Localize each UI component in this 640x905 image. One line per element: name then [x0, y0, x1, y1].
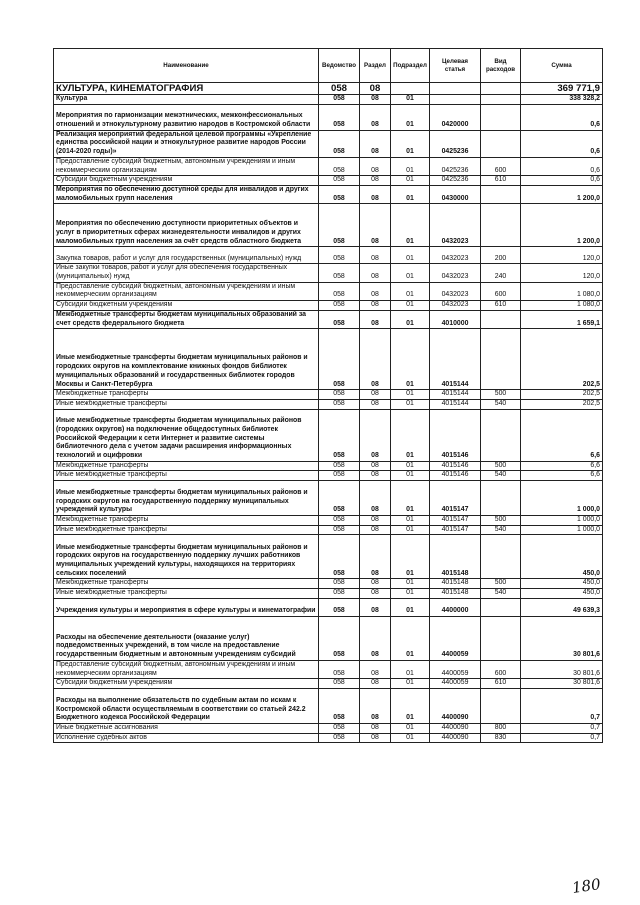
- table-row: [54, 471, 603, 481]
- row-name: Иные межбюджетные трансферты: [54, 589, 319, 599]
- row-razdel: 08: [360, 176, 391, 186]
- row-vedomstvo: 058: [319, 95, 360, 105]
- row-podrazdel: 01: [391, 95, 430, 105]
- row-vedomstvo: 058: [319, 157, 360, 175]
- row-celevaya-statya: 4015144: [430, 399, 481, 409]
- row-summa: 1 000,0: [521, 516, 603, 526]
- row-summa: 49 639,3: [521, 598, 603, 616]
- row-razdel: 08: [360, 660, 391, 678]
- row-razdel: 08: [360, 282, 391, 300]
- row-vedomstvo: 058: [319, 481, 360, 516]
- row-razdel: 08: [360, 471, 391, 481]
- row-celevaya-statya: 4015147: [430, 525, 481, 535]
- row-podrazdel: 01: [391, 247, 430, 264]
- row-name: Иные бюджетные ассигнования: [54, 723, 319, 733]
- row-podrazdel: 01: [391, 535, 430, 579]
- row-name: Субсидии бюджетным учреждениям: [54, 679, 319, 689]
- table-row: [54, 95, 603, 105]
- row-podrazdel: 01: [391, 679, 430, 689]
- row-celevaya-statya: 4010000: [430, 310, 481, 328]
- row-vid-rashodov: 610: [481, 176, 521, 186]
- row-summa: 338 328,2: [521, 95, 603, 105]
- row-podrazdel: 01: [391, 409, 430, 461]
- row-name: Иные межбюджетные трансферты: [54, 471, 319, 481]
- row-summa: 6,6: [521, 409, 603, 461]
- row-vedomstvo: 058: [319, 525, 360, 535]
- row-vid-rashodov: 800: [481, 723, 521, 733]
- header-razdel: Раздел: [360, 49, 391, 83]
- row-name: Межбюджетные трансферты: [54, 579, 319, 589]
- budget-sheet: [53, 48, 602, 743]
- row-celevaya-statya: 0420000: [430, 104, 481, 130]
- row-podrazdel: 01: [391, 176, 430, 186]
- table-row: [54, 390, 603, 400]
- row-podrazdel: 01: [391, 688, 430, 723]
- table-row: [54, 130, 603, 157]
- row-vid-rashodov: [481, 535, 521, 579]
- row-name: Учреждения культуры и мероприятия в сфере культуры и кинематографии: [54, 598, 319, 616]
- row-name: Реализация мероприятий федеральной целевой программы «Укрепление единства российской нации и этнокультурное развитие народов России (2014-2020 годы)»: [54, 130, 319, 157]
- row-vid-rashodov: 600: [481, 282, 521, 300]
- row-podrazdel: 01: [391, 399, 430, 409]
- row-celevaya-statya: 0432023: [430, 301, 481, 311]
- row-podrazdel: [391, 83, 430, 95]
- row-celevaya-statya: 0425236: [430, 176, 481, 186]
- row-vid-rashodov: 240: [481, 264, 521, 282]
- row-vid-rashodov: 540: [481, 471, 521, 481]
- row-podrazdel: 01: [391, 598, 430, 616]
- row-name: КУЛЬТУРА, КИНЕМАТОГРАФИЯ: [54, 83, 319, 95]
- table-row: [54, 83, 603, 95]
- row-vedomstvo: 058: [319, 204, 360, 247]
- row-summa: 369 771,9: [521, 83, 603, 95]
- row-podrazdel: 01: [391, 282, 430, 300]
- row-celevaya-statya: [430, 83, 481, 95]
- row-vedomstvo: 058: [319, 616, 360, 660]
- row-summa: 30 801,6: [521, 660, 603, 678]
- row-vedomstvo: 058: [319, 282, 360, 300]
- row-summa: 202,5: [521, 399, 603, 409]
- row-vedomstvo: 058: [319, 471, 360, 481]
- table-row: [54, 688, 603, 723]
- row-podrazdel: 01: [391, 301, 430, 311]
- row-podrazdel: 01: [391, 481, 430, 516]
- row-vedomstvo: 058: [319, 660, 360, 678]
- row-podrazdel: 01: [391, 185, 430, 203]
- row-razdel: 08: [360, 204, 391, 247]
- row-vedomstvo: 058: [319, 185, 360, 203]
- row-celevaya-statya: 0432023: [430, 204, 481, 247]
- row-name: Субсидии бюджетным учреждениям: [54, 176, 319, 186]
- row-vedomstvo: 058: [319, 399, 360, 409]
- table-row: [54, 310, 603, 328]
- header-vid-rashodov: Вид расходов: [481, 49, 521, 83]
- row-vid-rashodov: [481, 104, 521, 130]
- row-vid-rashodov: [481, 95, 521, 105]
- row-vedomstvo: 058: [319, 733, 360, 743]
- row-name: Расходы на выполнение обязательств по судебным актам по искам к Костромской области осуществляемым в соответствии со статьей 242.2 Бюджетного кодекса Российской Федерации: [54, 688, 319, 723]
- row-podrazdel: 01: [391, 264, 430, 282]
- row-vid-rashodov: 500: [481, 516, 521, 526]
- row-celevaya-statya: 0425236: [430, 157, 481, 175]
- table-row: [54, 481, 603, 516]
- row-razdel: 08: [360, 598, 391, 616]
- row-podrazdel: 01: [391, 660, 430, 678]
- row-razdel: 08: [360, 589, 391, 599]
- row-summa: 0,7: [521, 733, 603, 743]
- budget-table: [53, 48, 603, 743]
- row-vid-rashodov: [481, 598, 521, 616]
- row-vid-rashodov: 600: [481, 660, 521, 678]
- row-celevaya-statya: 0425236: [430, 130, 481, 157]
- table-row: [54, 525, 603, 535]
- row-name: Иные межбюджетные трансферты: [54, 525, 319, 535]
- row-celevaya-statya: 4400059: [430, 616, 481, 660]
- row-vedomstvo: 058: [319, 104, 360, 130]
- row-celevaya-statya: 4400090: [430, 733, 481, 743]
- row-razdel: 08: [360, 616, 391, 660]
- table-row: [54, 282, 603, 300]
- row-summa: 1 000,0: [521, 481, 603, 516]
- row-celevaya-statya: 4400090: [430, 723, 481, 733]
- page-number: 180: [570, 875, 602, 897]
- row-name: Иные межбюджетные трансферты бюджетам муниципальных районов и городских округов на государственную поддержку лучших работников муниципальных учреждений культуры, находящихся на территориях сельских поселений: [54, 535, 319, 579]
- table-row: [54, 104, 603, 130]
- table-row: [54, 157, 603, 175]
- row-name: Закупка товаров, работ и услуг для государственных (муниципальных) нужд: [54, 247, 319, 264]
- row-summa: 450,0: [521, 579, 603, 589]
- row-celevaya-statya: 4015146: [430, 409, 481, 461]
- header-name: Наименование: [54, 49, 319, 83]
- row-name: Исполнение судебных актов: [54, 733, 319, 743]
- row-vid-rashodov: 500: [481, 579, 521, 589]
- row-summa: 1 000,0: [521, 525, 603, 535]
- row-name: Иные межбюджетные трансферты бюджетам муниципальных районов и городских округов на комплектование книжных фондов библиотек муниципальных образований и государственных библиотек городов Москвы и Санкт-Петербурга: [54, 329, 319, 390]
- header-podrazdel: Подраздел: [391, 49, 430, 83]
- row-podrazdel: 01: [391, 130, 430, 157]
- row-podrazdel: 01: [391, 471, 430, 481]
- row-celevaya-statya: 4015147: [430, 516, 481, 526]
- table-row: [54, 598, 603, 616]
- row-razdel: 08: [360, 301, 391, 311]
- row-vid-rashodov: 500: [481, 390, 521, 400]
- row-vid-rashodov: [481, 481, 521, 516]
- row-vid-rashodov: 610: [481, 301, 521, 311]
- row-razdel: 08: [360, 579, 391, 589]
- row-celevaya-statya: 4400059: [430, 660, 481, 678]
- row-razdel: 08: [360, 516, 391, 526]
- table-row: [54, 579, 603, 589]
- row-razdel: 08: [360, 390, 391, 400]
- table-row: [54, 409, 603, 461]
- row-podrazdel: 01: [391, 461, 430, 471]
- row-vid-rashodov: 540: [481, 399, 521, 409]
- row-celevaya-statya: 0432023: [430, 282, 481, 300]
- row-vedomstvo: 058: [319, 589, 360, 599]
- row-summa: 0,6: [521, 130, 603, 157]
- row-celevaya-statya: 0432023: [430, 264, 481, 282]
- row-name: Иные закупки товаров, работ и услуг для обеспечения государственных (муниципальных) нужд: [54, 264, 319, 282]
- table-row: [54, 461, 603, 471]
- row-summa: 0,6: [521, 176, 603, 186]
- row-podrazdel: 01: [391, 616, 430, 660]
- row-razdel: 08: [360, 409, 391, 461]
- row-vedomstvo: 058: [319, 247, 360, 264]
- row-summa: 0,7: [521, 688, 603, 723]
- row-razdel: 08: [360, 104, 391, 130]
- row-summa: 202,5: [521, 329, 603, 390]
- row-vid-rashodov: 830: [481, 733, 521, 743]
- row-razdel: 08: [360, 247, 391, 264]
- row-name: Мероприятия по обеспечению доступности приоритетных объектов и услуг в приоритетных сферах жизнедеятельности инвалидов и других маломобильных групп населения за счёт средств областного бюджета: [54, 204, 319, 247]
- row-podrazdel: 01: [391, 390, 430, 400]
- table-row: [54, 733, 603, 743]
- header-summa: Сумма: [521, 49, 603, 83]
- row-summa: 1 080,0: [521, 301, 603, 311]
- row-vedomstvo: 058: [319, 390, 360, 400]
- row-summa: 30 801,6: [521, 679, 603, 689]
- row-razdel: 08: [360, 83, 391, 95]
- row-podrazdel: 01: [391, 204, 430, 247]
- row-name: Предоставление субсидий бюджетным, автономным учреждениям и иным некоммерческим организациям: [54, 157, 319, 175]
- row-vedomstvo: 058: [319, 310, 360, 328]
- row-name: Иные межбюджетные трансферты бюджетам муниципальных районов и городских округов на государственную поддержку муниципальных учреждений культуры: [54, 481, 319, 516]
- row-vid-rashodov: 200: [481, 247, 521, 264]
- row-razdel: 08: [360, 525, 391, 535]
- row-celevaya-statya: 4015144: [430, 390, 481, 400]
- row-razdel: 08: [360, 688, 391, 723]
- row-razdel: 08: [360, 95, 391, 105]
- row-summa: 0,7: [521, 723, 603, 733]
- row-razdel: 08: [360, 310, 391, 328]
- row-razdel: 08: [360, 185, 391, 203]
- table-row: [54, 264, 603, 282]
- row-razdel: 08: [360, 723, 391, 733]
- row-vedomstvo: 058: [319, 598, 360, 616]
- row-name: Мероприятия по гармонизации межэтнических, межконфессиональных отношений и этнокультурному развитию народов в Костромской области: [54, 104, 319, 130]
- row-celevaya-statya: [430, 95, 481, 105]
- header-vedomstvo: Ведомство: [319, 49, 360, 83]
- row-summa: 1 659,1: [521, 310, 603, 328]
- row-razdel: 08: [360, 733, 391, 743]
- row-vid-rashodov: 600: [481, 157, 521, 175]
- row-vedomstvo: 058: [319, 130, 360, 157]
- row-name: Предоставление субсидий бюджетным, автономным учреждениям и иным некоммерческим организациям: [54, 660, 319, 678]
- row-name: Культура: [54, 95, 319, 105]
- row-celevaya-statya: 4015148: [430, 579, 481, 589]
- row-celevaya-statya: 4015148: [430, 589, 481, 599]
- row-vid-rashodov: 540: [481, 589, 521, 599]
- row-vedomstvo: 058: [319, 301, 360, 311]
- table-row: [54, 185, 603, 203]
- row-vid-rashodov: [481, 329, 521, 390]
- table-row: [54, 204, 603, 247]
- table-row: [54, 301, 603, 311]
- row-summa: 1 200,0: [521, 204, 603, 247]
- row-vedomstvo: 058: [319, 329, 360, 390]
- table-row: [54, 679, 603, 689]
- row-name: Межбюджетные трансферты бюджетам муниципальных образований за счет средств федерального бюджета: [54, 310, 319, 328]
- row-vid-rashodov: [481, 204, 521, 247]
- row-summa: 0,6: [521, 104, 603, 130]
- table-row: [54, 176, 603, 186]
- row-vid-rashodov: [481, 409, 521, 461]
- table-row: [54, 535, 603, 579]
- row-celevaya-statya: 4400059: [430, 679, 481, 689]
- row-celevaya-statya: 4400000: [430, 598, 481, 616]
- row-podrazdel: 01: [391, 579, 430, 589]
- row-vid-rashodov: 540: [481, 525, 521, 535]
- row-name: Межбюджетные трансферты: [54, 461, 319, 471]
- row-podrazdel: 01: [391, 104, 430, 130]
- row-razdel: 08: [360, 399, 391, 409]
- row-name: Межбюджетные трансферты: [54, 516, 319, 526]
- table-row: [54, 616, 603, 660]
- row-celevaya-statya: 4015144: [430, 329, 481, 390]
- table-row: [54, 247, 603, 264]
- row-summa: 6,6: [521, 471, 603, 481]
- row-podrazdel: 01: [391, 589, 430, 599]
- row-name: Предоставление субсидий бюджетным, автономным учреждениям и иным некоммерческим организациям: [54, 282, 319, 300]
- row-summa: 1 200,0: [521, 185, 603, 203]
- row-podrazdel: 01: [391, 310, 430, 328]
- row-name: Иные межбюджетные трансферты: [54, 399, 319, 409]
- row-vedomstvo: 058: [319, 679, 360, 689]
- table-row: [54, 516, 603, 526]
- row-celevaya-statya: 4015146: [430, 471, 481, 481]
- row-podrazdel: 01: [391, 329, 430, 390]
- row-vedomstvo: 058: [319, 579, 360, 589]
- table-row: [54, 589, 603, 599]
- row-vedomstvo: 058: [319, 264, 360, 282]
- row-celevaya-statya: 0432023: [430, 247, 481, 264]
- row-summa: 120,0: [521, 247, 603, 264]
- row-summa: 6,6: [521, 461, 603, 471]
- row-vedomstvo: 058: [319, 516, 360, 526]
- row-vedomstvo: 058: [319, 688, 360, 723]
- table-row: [54, 723, 603, 733]
- row-name: Расходы на обеспечение деятельности (оказание услуг) подведомственных учреждений, в том числе на предоставление государственным бюджетным и автономным учреждениям субсидий: [54, 616, 319, 660]
- row-summa: 0,6: [521, 157, 603, 175]
- row-razdel: 08: [360, 461, 391, 471]
- row-podrazdel: 01: [391, 157, 430, 175]
- row-vedomstvo: 058: [319, 723, 360, 733]
- row-summa: 202,5: [521, 390, 603, 400]
- row-celevaya-statya: 4015148: [430, 535, 481, 579]
- table-body: [54, 83, 603, 743]
- row-vid-rashodov: 610: [481, 679, 521, 689]
- row-celevaya-statya: 4015146: [430, 461, 481, 471]
- row-vedomstvo: 058: [319, 176, 360, 186]
- row-podrazdel: 01: [391, 733, 430, 743]
- row-vid-rashodov: [481, 130, 521, 157]
- row-vedomstvo: 058: [319, 409, 360, 461]
- row-vid-rashodov: [481, 616, 521, 660]
- header-celevaya-statya: Целевая статья: [430, 49, 481, 83]
- row-summa: 450,0: [521, 589, 603, 599]
- row-vedomstvo: 058: [319, 535, 360, 579]
- row-vedomstvo: 058: [319, 83, 360, 95]
- row-name: Межбюджетные трансферты: [54, 390, 319, 400]
- row-summa: 120,0: [521, 264, 603, 282]
- row-name: Субсидии бюджетным учреждениям: [54, 301, 319, 311]
- row-vid-rashodov: [481, 83, 521, 95]
- row-razdel: 08: [360, 130, 391, 157]
- row-summa: 30 801,6: [521, 616, 603, 660]
- row-vedomstvo: 058: [319, 461, 360, 471]
- row-name: Мероприятия по обеспечению доступной среды для инвалидов и других маломобильных групп населения: [54, 185, 319, 203]
- row-razdel: 08: [360, 264, 391, 282]
- row-name: Иные межбюджетные трансферты бюджетам муниципальных районов (городских округов) на подключение общедоступных библиотек Российской Федерации к сети Интернет и развитие системы библиотечного дела с учетом задачи расширения информационных технологий и оцифровки: [54, 409, 319, 461]
- row-podrazdel: 01: [391, 516, 430, 526]
- row-razdel: 08: [360, 329, 391, 390]
- table-row: [54, 399, 603, 409]
- row-celevaya-statya: 4015147: [430, 481, 481, 516]
- table-header-row: [54, 49, 603, 83]
- row-summa: 1 080,0: [521, 282, 603, 300]
- row-razdel: 08: [360, 679, 391, 689]
- row-podrazdel: 01: [391, 723, 430, 733]
- table-row: [54, 660, 603, 678]
- row-summa: 450,0: [521, 535, 603, 579]
- row-podrazdel: 01: [391, 525, 430, 535]
- row-razdel: 08: [360, 535, 391, 579]
- row-vid-rashodov: 500: [481, 461, 521, 471]
- row-razdel: 08: [360, 481, 391, 516]
- row-celevaya-statya: 4400090: [430, 688, 481, 723]
- table-row: [54, 329, 603, 390]
- row-vid-rashodov: [481, 185, 521, 203]
- row-celevaya-statya: 0430000: [430, 185, 481, 203]
- row-vid-rashodov: [481, 310, 521, 328]
- row-vid-rashodov: [481, 688, 521, 723]
- row-razdel: 08: [360, 157, 391, 175]
